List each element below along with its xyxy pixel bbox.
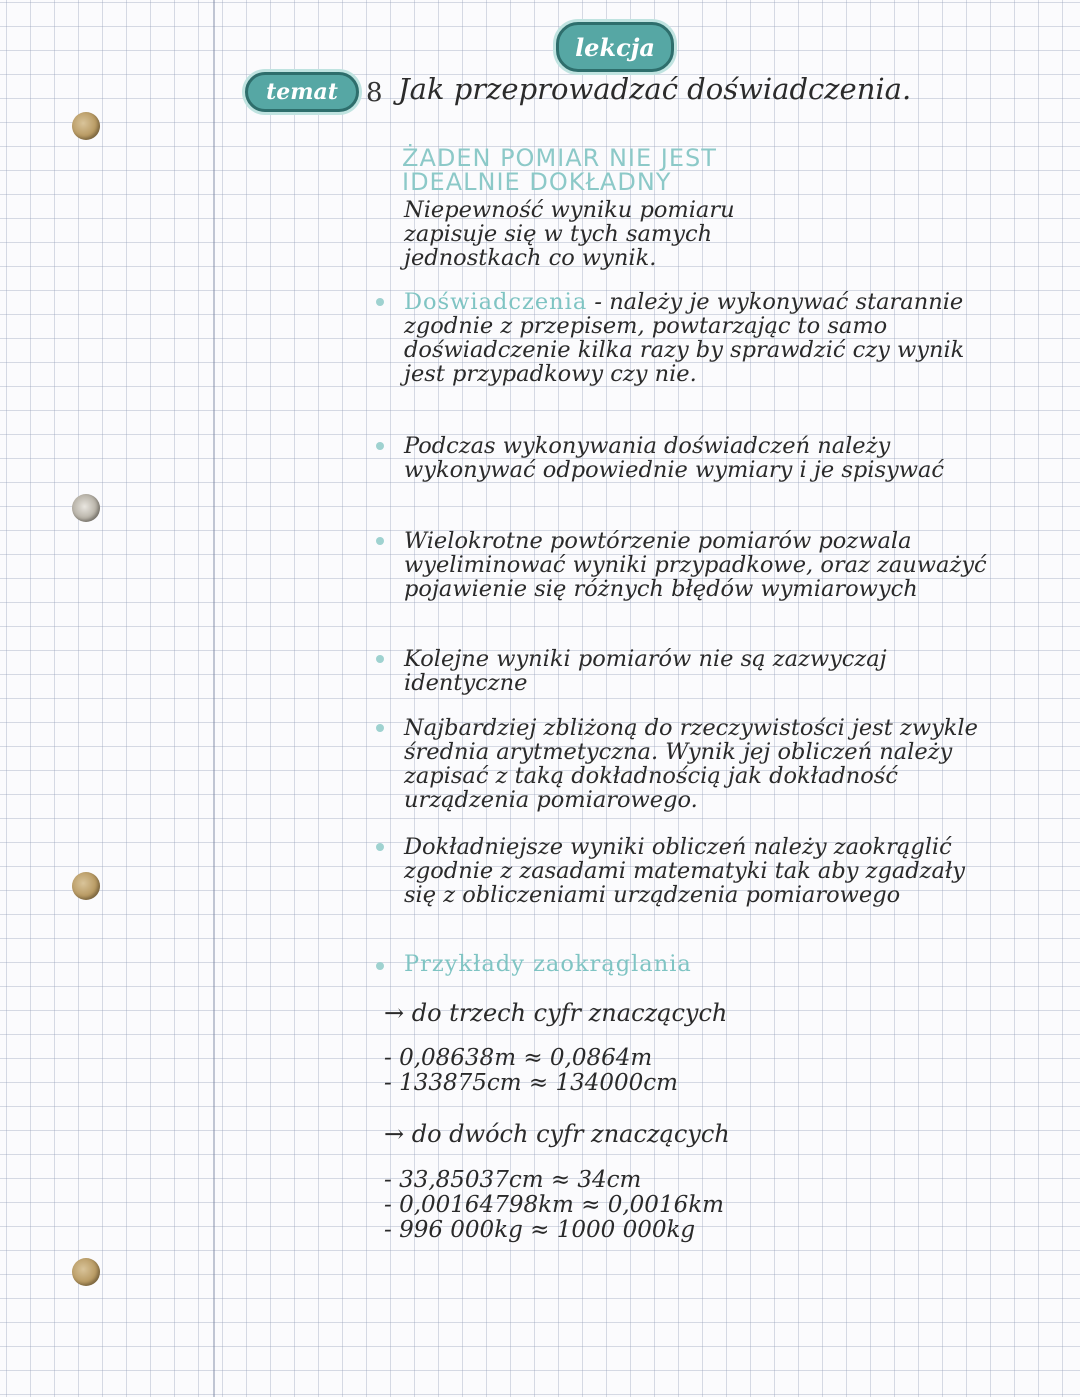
binder-hole-icon [72, 112, 100, 140]
point-6: Dokładniejsze wyniki obliczeń należy zaokrąglić zgodnie z zasadami matematyki tak aby zgadzały się z obliczeniami urządzenia pomiarowego [404, 834, 965, 908]
point-2: Podczas wykonywania doświadczeń należy wykonywać odpowiednie wymiary i je spisywać [404, 433, 945, 483]
margin-line [213, 0, 215, 1397]
topic-badge: temat [245, 72, 359, 112]
example-line: - 0,08638m ≈ 0,0864m [384, 1045, 653, 1071]
two-digits-label: → do dwóch cyfr znaczących [384, 1120, 730, 1148]
point-1-lead: Doświadczenia [404, 289, 588, 315]
three-digits-label: → do trzech cyfr znaczących [384, 999, 728, 1027]
point-1-text: - należy je wykonywać starannie zgodnie z przepisem, powtarzając to samo doświadczenie kilka razy by sprawdzić czy wynik jest przypadkowy czy nie. [404, 289, 965, 387]
point-1 [404, 290, 994, 386]
example-line: - 996 000kg ≈ 1000 000kg [384, 1217, 696, 1243]
topic-title: Jak przeprowadzać doświadczenia. [398, 72, 912, 106]
examples-heading-text: Przykłady zaokrąglania [404, 951, 692, 977]
examples-heading [404, 952, 994, 976]
intro-text: Niepewność wyniku pomiaru zapisuje się w tych samych jednostkach co wynik. [404, 197, 735, 271]
binder-hole-icon [72, 872, 100, 900]
bullet-icon [376, 537, 384, 545]
intro-heading: ŻADEN POMIAR NIE JEST IDEALNIE DOKŁADNY [402, 144, 717, 196]
bullet-icon [376, 298, 384, 306]
point-5: Najbardziej zbliżoną do rzeczywistości jest zwykle średnia arytmetyczna. Wynik jej obliczeń należy zapisać z taką dokładnością jak dokładność urządzenia pomiarowego. [404, 715, 978, 813]
topic-colon: 8 [366, 78, 383, 108]
bullet-icon [376, 442, 384, 450]
example-line: - 33,85037cm ≈ 34cm [384, 1167, 642, 1193]
bullet-icon [376, 724, 384, 732]
bullet-icon [376, 655, 384, 663]
point-4: Kolejne wyniki pomiarów nie są zazwyczaj identyczne [404, 646, 887, 696]
point-3: Wielokrotne powtórzenie pomiarów pozwala wyeliminować wyniki przypadkowe, oraz zauważyć pojawienie się różnych błędów wymiarowych [404, 528, 987, 602]
bullet-icon [376, 962, 384, 970]
example-line: - 0,00164798km ≈ 0,0016km [384, 1192, 724, 1218]
example-line: - 133875cm ≈ 134000cm [384, 1070, 678, 1096]
binder-hole-icon [72, 1258, 100, 1286]
lesson-badge: lekcja [556, 22, 674, 72]
bullet-icon [376, 843, 384, 851]
binder-hole-icon [72, 494, 100, 522]
